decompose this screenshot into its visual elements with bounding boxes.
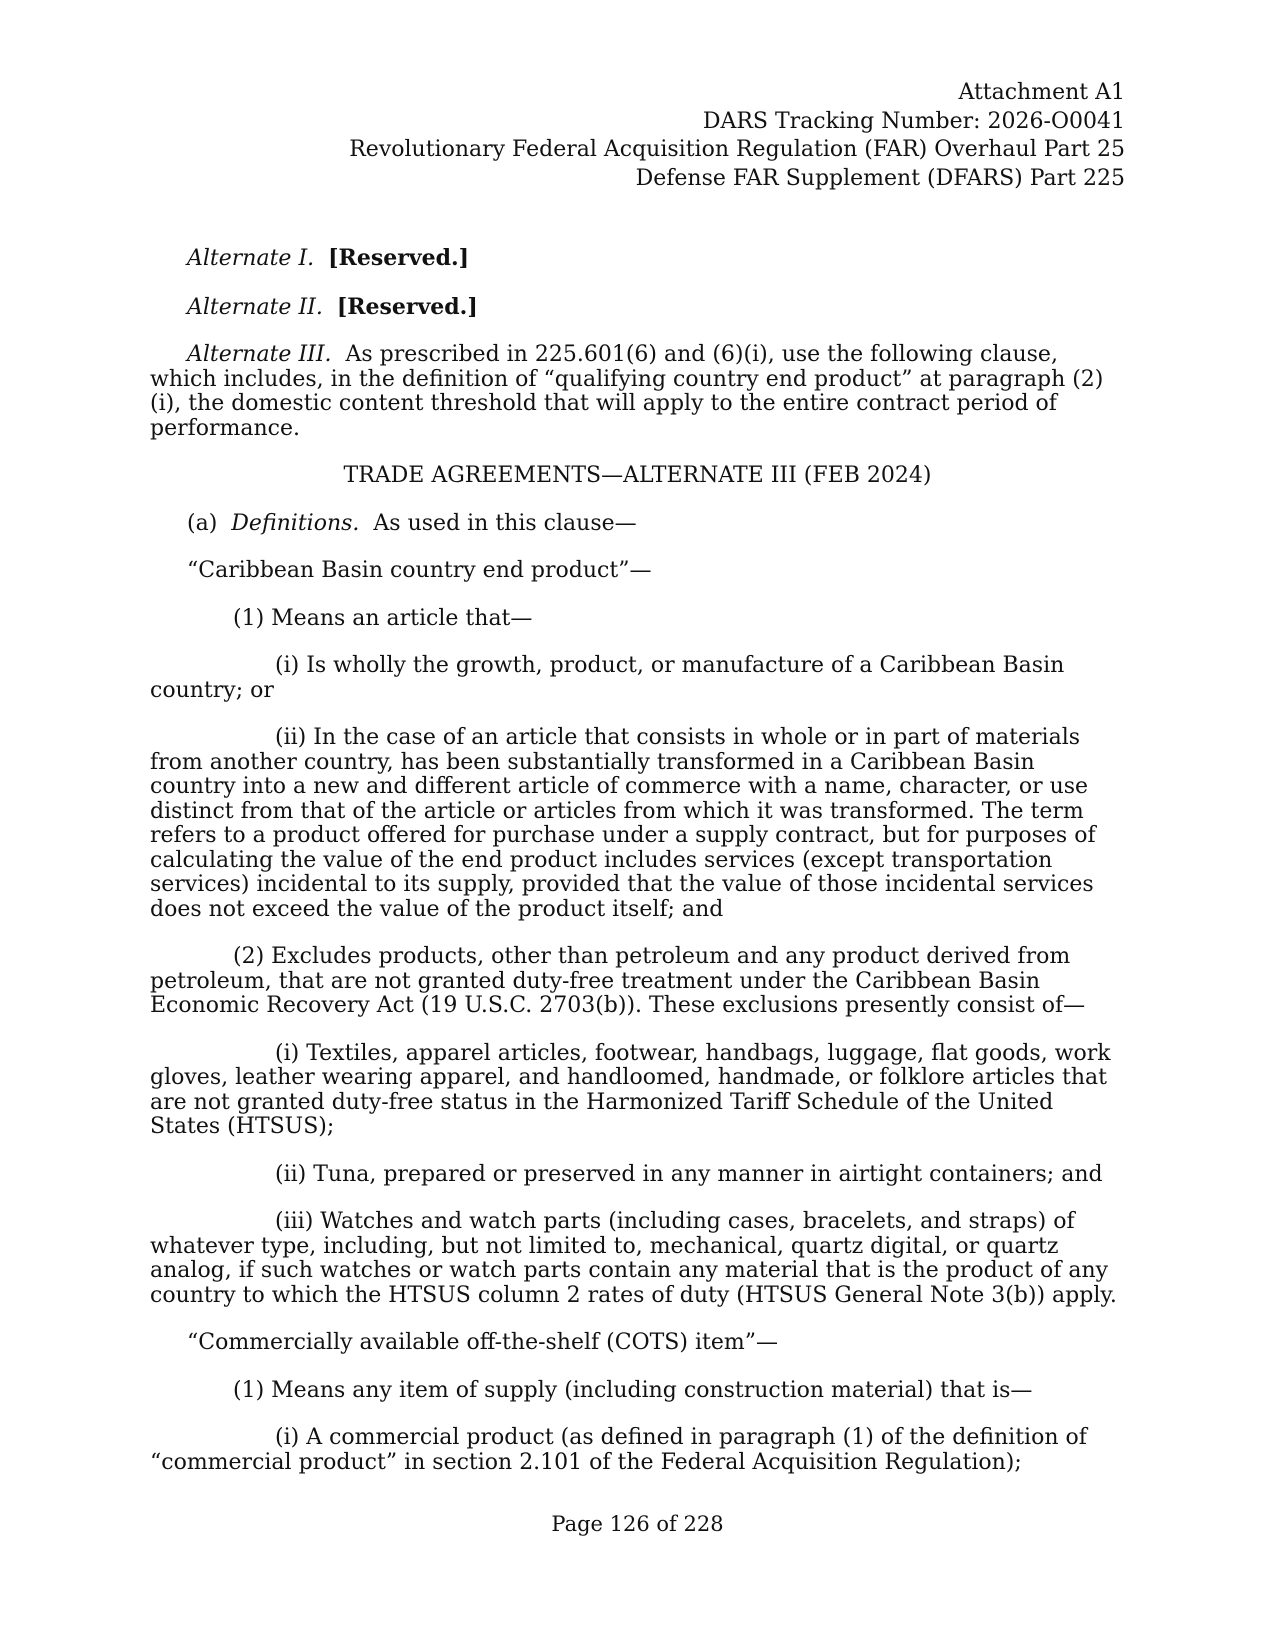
header-attachment: Attachment A1 bbox=[958, 80, 1125, 105]
definitions-text: As used in this clause— bbox=[373, 510, 637, 536]
document-body bbox=[150, 246, 1125, 1498]
caribbean-term: “Caribbean Basin country end product”— bbox=[187, 558, 652, 583]
caribbean-para-1-ii: (ii) In the case of an article that consists in whole or in part of materials from another country, has been substantially transformed in a Caribbean Basin country into a new and different article of commerce with a name, character, or use distinct from that of the article or articles from which it was transformed. The term refers to a product offered for purchase under a supply contract, but for purposes of calculating the value of the end product includes services (except transportation services) incidental to its supply, provided that the value of those incidental services does not exceed the value of the product itself; and bbox=[150, 725, 1096, 922]
caribbean-para-2-i: (i) Textiles, apparel articles, footwear, handbags, luggage, flat goods, work gloves, leather wearing apparel, and handloomed, handmade, or folklore articles that are not granted duty-free status in the Harmonized Tariff Schedule of the United States (HTSUS); bbox=[150, 1040, 1111, 1139]
alternate-2-text: [Reserved.] bbox=[336, 293, 478, 320]
page-number: Page 126 of 228 bbox=[551, 1512, 724, 1536]
alternate-1-label: Alternate I. bbox=[187, 246, 315, 271]
definitions-paragraph bbox=[150, 512, 1125, 537]
caribbean-para-2-ii: (ii) Tuna, prepared or preserved in any manner in airtight containers; and bbox=[275, 1161, 1103, 1187]
definitions-label: Definitions. bbox=[231, 510, 360, 536]
alternate-2-label: Alternate II. bbox=[187, 294, 323, 320]
alternate-3-text: As prescribed in 225.601(6) and (6)(i), use the following clause, which includes, in the definition of “qualifying country end product” at paragraph (2)(i), the domestic content threshold that will apply to the entire contract period of performance. bbox=[150, 342, 1104, 441]
caribbean-para-1-i: (i) Is wholly the growth, product, or manufacture of a Caribbean Basin country; or bbox=[150, 653, 1065, 703]
cots-term: “Commercially available off-the-shelf (COTS) item”— bbox=[187, 1330, 778, 1355]
alternate-2-paragraph bbox=[150, 295, 1125, 321]
caribbean-para-1: (1) Means an article that— bbox=[233, 605, 533, 631]
definitions-prefix: (a) bbox=[187, 510, 218, 536]
cots-para-1: (1) Means any item of supply (including construction material) that is— bbox=[233, 1377, 1033, 1403]
header-tracking-number: DARS Tracking Number: 2026-O0041 bbox=[702, 108, 1125, 134]
header-far-part: Revolutionary Federal Acquisition Regulation (FAR) Overhaul Part 25 bbox=[349, 137, 1125, 162]
header-dfars-part: Defense FAR Supplement (DFARS) Part 225 bbox=[635, 165, 1125, 191]
alternate-3-label: Alternate III. bbox=[187, 342, 332, 367]
page-header bbox=[349, 79, 1125, 193]
caribbean-para-2-iii: (iii) Watches and watch parts (including cases, bracelets, and straps) of whatever type, including, but not limited to, mechanical, quartz digital, or quartz analog, if such watches or watch parts contain any material that is the product of any country to which the HTSUS column 2 rates of duty (HTSUS General Note 3(b)) apply. bbox=[150, 1209, 1117, 1308]
caribbean-para-2: (2) Excludes products, other than petroleum and any product derived from petroleum, that are not granted duty-free treatment under the Caribbean Basin Economic Recovery Act (19 U.S.C. 2703(b)). These exclusions presently consist of— bbox=[150, 944, 1086, 1018]
alternate-1-paragraph bbox=[150, 246, 1125, 272]
alternate-3-paragraph bbox=[150, 343, 1125, 441]
alternate-1-text: [Reserved.] bbox=[328, 245, 470, 271]
cots-para-1-i: (i) A commercial product (as defined in paragraph (1) of the definition of “commercial product” in section 2.101 of the Federal Acquisition Regulation); bbox=[150, 1425, 1087, 1475]
clause-title: TRADE AGREEMENTS—ALTERNATE III (FEB 2024) bbox=[343, 463, 932, 488]
